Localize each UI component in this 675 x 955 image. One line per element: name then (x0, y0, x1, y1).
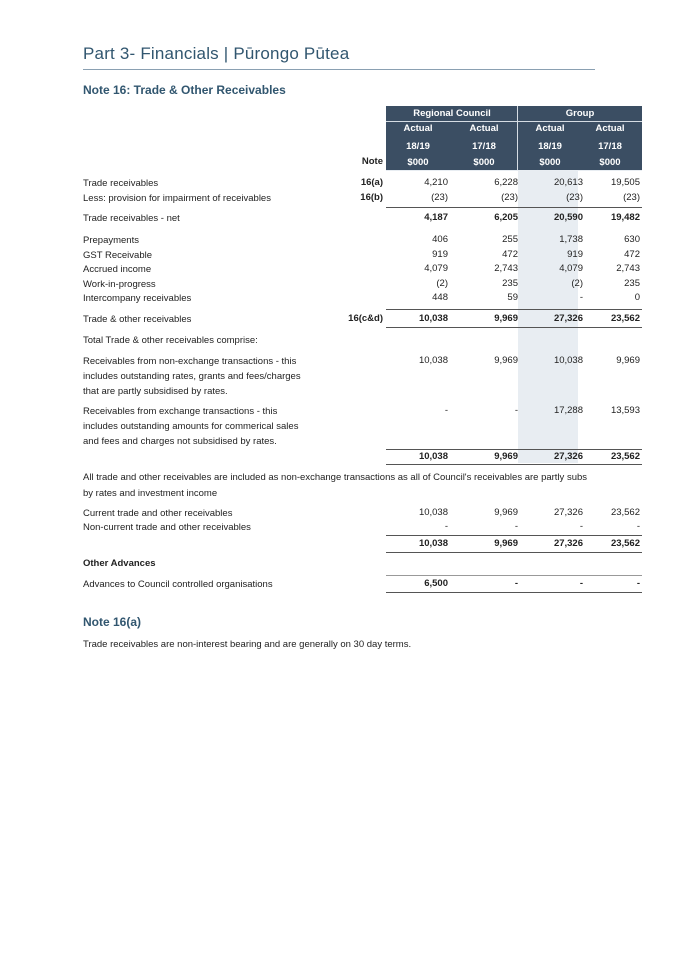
page-title: Part 3- Financials | Pūrongo Pūtea (83, 44, 350, 63)
col-header-unit-2: $000 (473, 157, 495, 168)
row-label-trade-other: Trade & other receivables (83, 314, 192, 325)
row-label-current: Current trade and other receivables (83, 508, 233, 519)
cell-value: 59 (507, 292, 518, 303)
row-note-16cd: 16(c&d) (348, 313, 383, 324)
cell-value: 4,079 (559, 263, 583, 274)
title-divider (83, 69, 595, 70)
cell-value: (2) (571, 278, 583, 289)
cell-value: 20,590 (553, 212, 583, 223)
col-header-actual-4: Actual (595, 123, 625, 134)
cell-value: 9,969 (494, 538, 518, 549)
cell-value: 630 (624, 234, 640, 245)
cell-value: 27,326 (553, 313, 583, 324)
cell-value: 472 (502, 249, 518, 260)
cell-value: 10,038 (553, 355, 583, 366)
cell-value: - (514, 405, 518, 416)
row-label-exchange-line2: includes outstanding amounts for commerical sales (83, 421, 299, 432)
cell-value: (23) (623, 192, 640, 203)
cell-value: 0 (634, 292, 640, 303)
col-header-year-3: 18/19 (538, 141, 562, 152)
cell-value: 10,038 (418, 313, 448, 324)
cell-value: 9,969 (494, 451, 518, 462)
cell-value: 27,326 (553, 451, 583, 462)
group-header-group: Group (565, 108, 595, 119)
row-label-non-current: Non-current trade and other receivables (83, 522, 251, 533)
total-rule (386, 592, 642, 593)
cell-value: - (636, 578, 640, 589)
cell-value: 919 (567, 249, 583, 260)
note-16-heading: Note 16: Trade & Other Receivables (83, 83, 286, 97)
cell-value: 235 (502, 278, 518, 289)
cell-value: - (636, 521, 640, 532)
group-header-regional-council: Regional Council (413, 108, 491, 119)
note-16a-text: Trade receivables are non-interest bearing and are generally on 30 day terms. (83, 639, 412, 650)
cell-value: 448 (432, 292, 448, 303)
row-label-trade-net: Trade receivables - net (83, 213, 180, 224)
cell-value: 10,038 (418, 451, 448, 462)
cell-value: 19,482 (610, 212, 640, 223)
comprise-heading: Total Trade & other receivables comprise: (83, 335, 258, 346)
cell-value: 4,210 (424, 177, 448, 188)
total-rule (386, 327, 642, 328)
row-label-non-exchange-line1: Receivables from non-exchange transactions - this (83, 356, 297, 367)
header-underlay (386, 170, 642, 171)
cell-value: 27,326 (553, 507, 583, 518)
cell-value: 472 (624, 249, 640, 260)
col-header-actual-2: Actual (469, 123, 499, 134)
cell-value: 4,079 (424, 263, 448, 274)
cell-value: 9,969 (616, 355, 640, 366)
row-label-provision: Less: provision for impairment of receivables (83, 193, 271, 204)
cell-value: 255 (502, 234, 518, 245)
note-column-header: Note (361, 156, 383, 167)
subtotal-rule (386, 449, 642, 450)
cell-value: 9,969 (494, 313, 518, 324)
cell-value: 6,205 (494, 212, 518, 223)
cell-value: (2) (436, 278, 448, 289)
cell-value: - (579, 578, 583, 589)
col-header-unit-1: $000 (407, 157, 429, 168)
row-label-non-exchange-line3: that are partly subsidised by rates. (83, 386, 228, 397)
note-16a-heading: Note 16(a) (83, 615, 142, 629)
row-note-16a: 16(a) (360, 177, 383, 188)
cell-value: 23,562 (610, 507, 640, 518)
row-label-advances: Advances to Council controlled organisations (83, 579, 273, 590)
row-label-prepayments: Prepayments (83, 235, 139, 246)
cell-value: 10,038 (418, 538, 448, 549)
cell-value: (23) (501, 192, 518, 203)
cell-value: 17,288 (553, 405, 583, 416)
other-advances-heading: Other Advances (83, 558, 156, 569)
group-header-divider (386, 121, 642, 122)
cell-value: 10,038 (418, 355, 448, 366)
cell-value: 9,969 (494, 507, 518, 518)
advances-top-rule (386, 575, 642, 576)
row-label-exchange-line3: and fees and charges not subsidised by rates. (83, 436, 277, 447)
row-label-non-exchange-line2: includes outstanding rates, grants and fees/charges (83, 371, 301, 382)
cell-value: 9,969 (494, 355, 518, 366)
col-header-year-4: 17/18 (598, 141, 622, 152)
cell-value: 27,326 (553, 538, 583, 549)
cell-value: 20,613 (553, 177, 583, 188)
cell-value: 23,562 (610, 538, 640, 549)
paragraph-line-1: All trade and other receivables are included as non-exchange transactions as all of Council's receivables are partly subs (83, 472, 588, 483)
cell-value: 13,593 (610, 405, 640, 416)
cell-value: 6,500 (424, 578, 448, 589)
cell-value: - (579, 292, 583, 303)
cell-value: 1,738 (559, 234, 583, 245)
cell-value: 23,562 (610, 451, 640, 462)
col-header-actual-1: Actual (403, 123, 433, 134)
cell-value: - (579, 521, 583, 532)
total-rule (386, 552, 642, 553)
col-header-year-1: 18/19 (406, 141, 430, 152)
subtotal-rule (386, 309, 642, 310)
total-rule (386, 464, 642, 465)
row-label-exchange-line1: Receivables from exchange transactions - this (83, 406, 278, 417)
cell-value: (23) (431, 192, 448, 203)
cell-value: 2,743 (494, 263, 518, 274)
row-note-16b: 16(b) (360, 192, 383, 203)
cell-value: - (444, 521, 448, 532)
col-header-year-2: 17/18 (472, 141, 496, 152)
col-header-actual-3: Actual (535, 123, 565, 134)
cell-value: 23,562 (610, 313, 640, 324)
row-label-intercompany: Intercompany receivables (83, 293, 192, 304)
cell-value: 919 (432, 249, 448, 260)
cell-value: 19,505 (610, 177, 640, 188)
cell-value: 406 (432, 234, 448, 245)
cell-value: - (514, 521, 518, 532)
cell-value: - (514, 578, 518, 589)
subtotal-rule (386, 535, 642, 536)
row-label-accrued: Accrued income (83, 264, 152, 275)
row-label-gst: GST Receivable (83, 250, 152, 261)
row-label-wip: Work-in-progress (83, 279, 156, 290)
col-header-unit-4: $000 (599, 157, 621, 168)
cell-value: (23) (566, 192, 583, 203)
cell-value: - (444, 405, 448, 416)
paragraph-line-2: by rates and investment income (83, 488, 218, 499)
row-label-trade-receivables: Trade receivables (83, 178, 159, 189)
cell-value: 6,228 (494, 177, 518, 188)
cell-value: 2,743 (616, 263, 640, 274)
cell-value: 10,038 (418, 507, 448, 518)
cell-value: 235 (624, 278, 640, 289)
col-header-unit-3: $000 (539, 157, 561, 168)
cell-value: 4,187 (424, 212, 448, 223)
subtotal-rule (386, 207, 642, 208)
